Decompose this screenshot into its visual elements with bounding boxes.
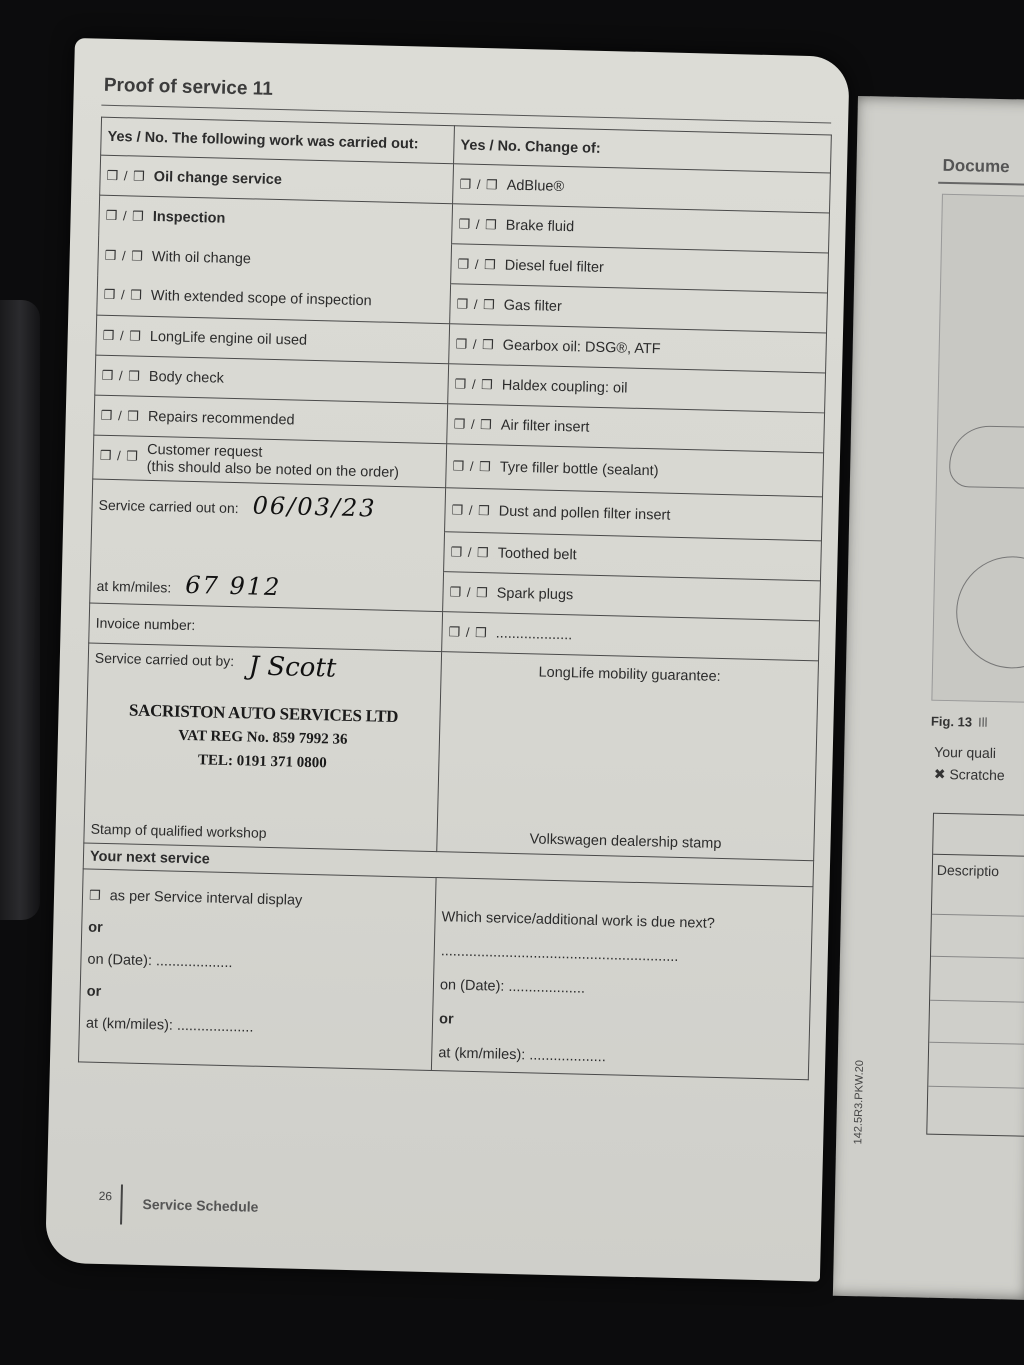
invoice-label: Invoice number:: [95, 614, 196, 634]
facing-page-rule: [938, 182, 1024, 187]
next-km-field: at (km/miles): ...................: [85, 1015, 254, 1036]
change-pollen-filter: ❒ / ❒ Dust and pollen filter insert: [445, 488, 823, 541]
dealer-stamp-label: Volkswagen dealership stamp: [529, 831, 722, 853]
dealer-stamp-cell: [437, 652, 819, 861]
figure-caption: Fig. 13 Ill: [930, 713, 988, 730]
due-question: Which service/additional work is due next?: [441, 909, 715, 932]
wheel-outline: [955, 555, 1024, 669]
next-date-field: on (Date): ...................: [87, 951, 233, 972]
section-name: Service Schedule: [142, 1196, 259, 1215]
checkbox-icon: ❒ / ❒: [100, 407, 141, 424]
change-brake-fluid: ❒ / ❒ Brake fluid: [452, 204, 830, 253]
stamp-label: Stamp of qualified workshop: [90, 820, 267, 841]
checkbox-icon: ❒ / ❒: [101, 367, 142, 384]
service-date-label: Service carried out on:: [98, 496, 239, 516]
item-oil-change: ❒ / ❒ Oil change service: [100, 155, 454, 204]
checkbox-icon: ❒ / ❒: [105, 207, 146, 224]
change-tyre-filler: ❒ / ❒ Tyre filler bottle (sealant): [446, 444, 824, 497]
service-booklet-page: [45, 38, 850, 1282]
item-repairs: ❒ / ❒ Repairs recommended: [94, 395, 448, 444]
change-gas-filter: ❒ / ❒ Gas filter: [450, 284, 828, 333]
checkbox-icon: ❒ / ❒: [453, 415, 494, 432]
item-inspection: ❒ / ❒ Inspection: [99, 195, 453, 244]
page-number: 26: [98, 1188, 113, 1204]
next-date-right: on (Date): ...................: [439, 977, 586, 997]
item-body-check: ❒ / ❒ Body check: [95, 355, 449, 404]
item-longlife-oil: ❒ / ❒ LongLife engine oil used: [96, 315, 450, 364]
checkbox-icon: ❒ / ❒: [102, 327, 143, 344]
item-with-oil-change: ❒ / ❒ With oil change: [98, 235, 452, 284]
scratch-text: ✖ Scratche: [933, 765, 1005, 784]
due-line: ...........................................................: [440, 943, 679, 966]
service-date-handwritten: 06/03/23: [252, 491, 377, 523]
checkbox-icon: ❒ / ❒: [106, 167, 146, 184]
checkbox-icon: ❒ / ❒: [103, 287, 144, 303]
mileage-handwritten: 67 912: [185, 571, 282, 602]
change-air-filter: ❒ / ❒ Air filter insert: [447, 404, 825, 453]
guarantee-label: LongLife mobility guarantee:: [538, 664, 721, 685]
print-code: 142.5R3.PKW.20: [852, 1059, 867, 1145]
footer-divider: [120, 1184, 123, 1224]
facing-page: [833, 96, 1024, 1300]
next-km-right: at (km/miles): ...................: [438, 1045, 607, 1066]
car-illustration: [931, 194, 1024, 703]
page-title: Proof of service 11: [103, 74, 274, 100]
checkbox-icon: ❒: [88, 887, 102, 903]
checkbox-icon: ❒ / ❒: [454, 375, 495, 392]
carried-out-by-label: Service carried out by:: [94, 649, 235, 670]
checkbox-icon: ❒ / ❒: [459, 175, 499, 192]
description-header: Descriptio: [936, 861, 1000, 880]
checkbox-icon: ❒ / ❒: [451, 501, 491, 518]
book-cover-edge: [0, 300, 40, 920]
facing-page-table: [926, 813, 1024, 1137]
car-outline: [949, 425, 1024, 489]
next-service-right: Which service/additional work is due next? ........................................................... on (Date): ................... or at (km/miles): ...................: [431, 878, 813, 1080]
change-haldex: ❒ / ❒ Haldex coupling: oil: [448, 364, 826, 413]
change-diesel-filter: ❒ / ❒ Diesel fuel filter: [451, 244, 829, 293]
change-spark-plugs: ❒ / ❒ Spark plugs: [443, 572, 821, 621]
checkbox-icon: ❒ / ❒: [452, 457, 492, 474]
proof-of-service-form: [78, 117, 832, 1081]
next-service-title: Your next service: [83, 843, 813, 887]
checkbox-icon: ❒ / ❒: [104, 247, 145, 264]
checkbox-icon: ❒ / ❒: [449, 583, 489, 600]
checkbox-icon: ❒ / ❒: [448, 623, 488, 640]
change-gearbox-oil: ❒ / ❒ Gearbox oil: DSG®, ATF: [449, 324, 827, 373]
next-service-left: ❒ as per Service interval display or on (Date): ................... or at (km/miles): ...................: [78, 869, 436, 1071]
checkbox-icon: ❒ / ❒: [99, 447, 140, 464]
mileage-label: at km/miles:: [96, 577, 172, 596]
checkbox-icon: ❒ / ❒: [455, 335, 495, 352]
quality-text: Your quali: [934, 743, 997, 762]
workshop-stamp: SACRISTON AUTO SERVICES LTD VAT REG No. 859 7992 36 TEL: 0191 371 0800: [128, 700, 399, 772]
checkbox-icon: ❒ / ❒: [456, 295, 496, 312]
change-adblue: ❒ / ❒ AdBlue®: [453, 164, 831, 213]
signature: J Scott: [248, 651, 337, 684]
checkbox-icon: ❒ / ❒: [458, 215, 498, 232]
item-customer-request: ❒ / ❒ Customer request (this should also be noted on the order): [93, 435, 447, 488]
change-other: ❒ / ❒ ...................: [442, 612, 820, 661]
item-extended-scope: ❒ / ❒ With extended scope of inspection: [97, 275, 451, 324]
left-column-header: Yes / No. The following work was carried out:: [101, 117, 455, 164]
workshop-stamp-cell: [84, 643, 442, 852]
change-toothed-belt: ❒ / ❒ Toothed belt: [444, 532, 822, 581]
facing-page-title: Docume: [942, 155, 1010, 177]
checkbox-icon: ❒ / ❒: [450, 543, 490, 560]
right-column-header: Yes / No. Change of:: [454, 126, 832, 173]
interval-display-label: as per Service interval display: [109, 888, 303, 909]
checkbox-icon: ❒ / ❒: [457, 255, 497, 272]
